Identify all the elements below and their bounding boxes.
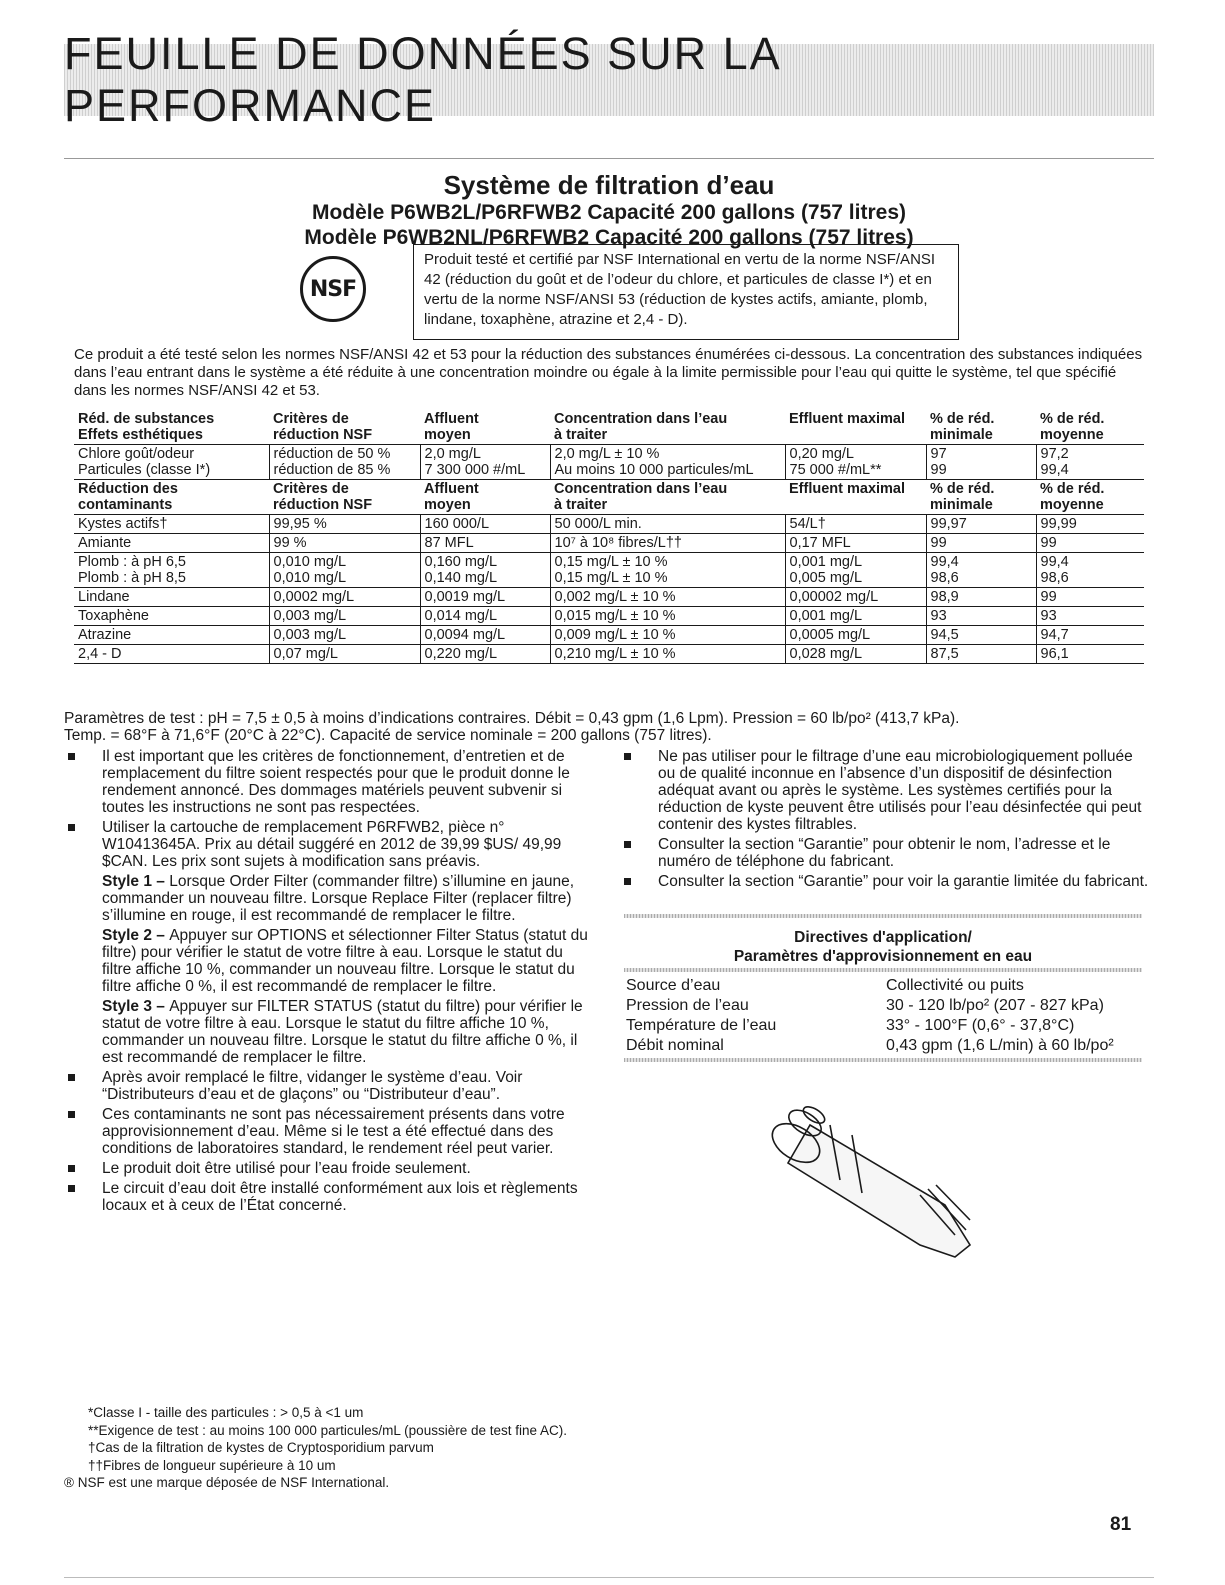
page-header-band xyxy=(64,28,1154,131)
table-cell: 0,210 mg/L ± 10 % xyxy=(550,645,785,664)
trademark-note: ® NSF est une marque déposée de NSF International. xyxy=(64,1475,390,1490)
certification-box: Produit testé et certifié par NSF International en vertu de la norme NSF/ANSI 42 (réduction du goût et de l’odeur du chlore, et particules de classe I*) et en vertu de la norme NSF/ANSI 53 (réduction de kystes actifs, amiante, plomb, lindane, toxaphène, atrazine et 2,4 - D). xyxy=(413,244,959,340)
table-header-cell: Affluent moyen xyxy=(420,410,550,445)
table-cell: 0,20 mg/L 75 000 #/mL** xyxy=(785,445,926,480)
table-cell: 99 % xyxy=(269,534,420,553)
test-parameters: Paramètres de test : pH = 7,5 ± 0,5 à moins d’indications contraires. Débit = 0,43 gpm (1,6 Lpm). Pression = 60 lb/po² (413,7 kPa). Temp. = 68°F à 71,6°F (20°C à 22°C). Capacité de service nominale = 200 gallons (757 litres). xyxy=(64,710,960,744)
table-cell: 0,028 mg/L xyxy=(785,645,926,664)
left-column xyxy=(64,748,594,1217)
table-cell: 87,5 xyxy=(926,645,1036,664)
system-title: Système de filtration d’eau xyxy=(443,170,775,200)
table-header-cell: Critères de réduction NSF xyxy=(269,480,420,515)
directives-title xyxy=(624,928,1142,966)
table-cell: 0,001 mg/L 0,005 mg/L xyxy=(785,553,926,588)
directive-row xyxy=(626,1016,1146,1036)
table-cell: 0,160 mg/L 0,140 mg/L xyxy=(420,553,550,588)
table-cell: 96,1 xyxy=(1036,645,1144,664)
table-cell: 98,9 xyxy=(926,588,1036,607)
divider xyxy=(64,158,1154,159)
directives-title-line-1: Directives d'application/ xyxy=(794,929,972,946)
footnote: *Classe I - taille des particules : > 0,5 à <1 um xyxy=(88,1405,364,1420)
table-cell: Amiante xyxy=(74,534,269,553)
table-cell: 94,7 xyxy=(1036,626,1144,645)
table-cell: 2,4 - D xyxy=(74,645,269,664)
table-header-cell: Réduction des contaminants xyxy=(74,480,269,515)
table-header-cell: Concentration dans l’eau à traiter xyxy=(550,480,785,515)
table-cell: 0,009 mg/L ± 10 % xyxy=(550,626,785,645)
table-row xyxy=(74,626,1144,645)
table-cell: 93 xyxy=(1036,607,1144,626)
table-cell: Kystes actifs† xyxy=(74,515,269,534)
right-column xyxy=(620,748,1150,893)
table-cell: 99 xyxy=(926,534,1036,553)
table-cell: 0,010 mg/L 0,010 mg/L xyxy=(269,553,420,588)
table-header-cell: Critères de réduction NSF xyxy=(269,410,420,445)
directive-row xyxy=(626,976,1146,996)
table-row xyxy=(74,553,1144,588)
footnote: **Exigence de test : au moins 100 000 particules/mL (poussière de test fine AC). xyxy=(88,1422,568,1438)
table-cell: 99,99 xyxy=(1036,515,1144,534)
table-row xyxy=(74,645,1144,664)
table-header-cell: % de réd. minimale xyxy=(926,480,1036,515)
divider xyxy=(624,914,1142,918)
table-row xyxy=(74,588,1144,607)
table-cell: 99,95 % xyxy=(269,515,420,534)
style-1-label: Style 1 – xyxy=(102,873,170,890)
table-cell: 0,001 mg/L xyxy=(785,607,926,626)
nsf-logo-icon xyxy=(300,256,366,322)
page-number: 81 xyxy=(1110,1514,1132,1535)
table-cell: 97 99 xyxy=(926,445,1036,480)
directive-value: 33° - 100°F (0,6° - 37,8°C) xyxy=(886,1017,1075,1034)
divider xyxy=(64,1577,1154,1578)
bullet-item: Le produit doit être utilisé pour l’eau froide seulement. xyxy=(64,1160,594,1177)
directive-key: Source d’eau xyxy=(626,977,721,994)
table-header-cell: Réd. de substances Effets esthétiques xyxy=(74,410,269,445)
table-header-cell: % de réd. minimale xyxy=(926,410,1036,445)
table-cell: 0,07 mg/L xyxy=(269,645,420,664)
model-line-1: Modèle P6WB2L/P6RFWB2 Capacité 200 gallons (757 litres) xyxy=(311,201,906,224)
bullet-item: Consulter la section “Garantie” pour obtenir le nom, l’adresse et le numéro de téléphone du fabricant. xyxy=(620,836,1150,870)
bullet-item: Il est important que les critères de fonctionnement, d’entretien et de remplacement du filtre soient respectés pour que le produit donne le rendement annoncé. Des dommages matériels peuvent subvenir si toutes les instructions ne sont pas respectées. xyxy=(64,748,594,816)
table-cell: 50 000/L min. xyxy=(550,515,785,534)
system-titles xyxy=(64,170,1154,250)
directive-key: Pression de l’eau xyxy=(626,997,749,1014)
table-cell: 0,15 mg/L ± 10 % 0,15 mg/L ± 10 % xyxy=(550,553,785,588)
directives-table xyxy=(626,976,1146,1056)
table-cell: 0,0002 mg/L xyxy=(269,588,420,607)
table-cell: 87 MFL xyxy=(420,534,550,553)
intro-paragraph: Ce produit a été testé selon les normes NSF/ANSI 42 et 53 pour la réduction des substances énumérées ci-dessous. La concentration des substances indiquées dans l’eau entrant dans le système a été réduite à une concentration moindre ou égale à la limite permissible pour l’eau qui quitte le système, tel que spécifié dans les normes NSF/ANSI 42 et 53. xyxy=(74,346,1143,399)
directive-value: Collectivité ou puits xyxy=(886,977,1024,994)
table-cell: Toxaphène xyxy=(74,607,269,626)
table-cell: 0,00002 mg/L xyxy=(785,588,926,607)
table-header-cell: Affluent moyen xyxy=(420,480,550,515)
table-header-cell: Effluent maximal xyxy=(785,480,926,515)
table-cell: Lindane xyxy=(74,588,269,607)
table-cell: 160 000/L xyxy=(420,515,550,534)
bullet-item: Consulter la section “Garantie” pour voir la garantie limitée du fabricant. xyxy=(620,873,1150,890)
table-cell: 0,002 mg/L ± 10 % xyxy=(550,588,785,607)
table-cell: 0,220 mg/L xyxy=(420,645,550,664)
table-row xyxy=(74,607,1144,626)
divider xyxy=(624,968,1142,972)
style-3-text xyxy=(64,998,594,1066)
table-cell: 54/L† xyxy=(785,515,926,534)
nsf-logo-text: NSF xyxy=(309,276,357,302)
directive-key: Température de l’eau xyxy=(626,1017,777,1034)
table-cell: 2,0 mg/L ± 10 % Au moins 10 000 particules/mL xyxy=(550,445,785,480)
model-line-2: Modèle P6WB2NL/P6RFWB2 Capacité 200 gallons (757 litres) xyxy=(304,226,914,249)
style-2-text xyxy=(64,927,594,995)
directive-value: 30 - 120 lb/po² (207 - 827 kPa) xyxy=(886,997,1104,1014)
table-header-row xyxy=(74,480,1144,515)
directives-title-line-2: Paramètres d'approvisionnement en eau xyxy=(733,948,1033,965)
footnotes xyxy=(64,1404,888,1492)
style-2-body: Appuyer sur OPTIONS et sélectionner Filter Status (statut du filtre) pour vérifier le statut de votre filtre à eau. Lorsque le statut du filtre affiche 10 %, commander un nouveau filtre. Lorsque le statut du filtre affiche 0 %, il est recommandé de remplacer le filtre. xyxy=(102,927,588,995)
table-cell: 10⁷ à 10⁸ fibres/L†† xyxy=(550,534,785,553)
bullet-item: Le circuit d’eau doit être installé conformément aux lois et règlements locaux et à ceux de l’État concerné. xyxy=(64,1180,594,1214)
directive-row xyxy=(626,996,1146,1016)
table-cell: 99,4 98,6 xyxy=(926,553,1036,588)
performance-table xyxy=(74,410,1144,664)
table-cell: Atrazine xyxy=(74,626,269,645)
table-cell: 0,0005 mg/L xyxy=(785,626,926,645)
table-header-cell: Concentration dans l’eau à traiter xyxy=(550,410,785,445)
table-row xyxy=(74,515,1144,534)
directive-value: 0,43 gpm (1,6 L/min) à 60 lb/po² xyxy=(886,1037,1114,1054)
directive-row xyxy=(626,1036,1146,1056)
table-cell: 0,17 MFL xyxy=(785,534,926,553)
style-1-body: Lorsque Order Filter (commander filtre) s’illumine en jaune, commander un nouveau filtre. Lorsque Replace Filter (replacer filtre) s’illumine en rouge, il est recommandé de remplacer le filtre. xyxy=(102,873,575,924)
footnote: ††Fibres de longueur supérieure à 10 um xyxy=(88,1457,336,1473)
table-cell: Chlore goût/odeur Particules (classe I*) xyxy=(74,445,269,480)
bullet-item: Utiliser la cartouche de remplacement P6RFWB2, pièce n° W10413645A. Prix au détail suggéré en 2012 de 39,99 $US/ 49,99 $CAN. Les prix sont sujets à modification sans préavis. xyxy=(64,819,594,870)
bullet-item: Après avoir remplacé le filtre, vidanger le système d’eau. Voir “Distributeurs d’eau et de glaçons” ou “Distributeur d’eau”. xyxy=(64,1069,594,1103)
style-3-body: Appuyer sur FILTER STATUS (statut du filtre) pour vérifier le statut de votre filtre à eau. Lorsque le statut du filtre affiche 10 %, commander un nouveau filtre. Lorsque le statut du filtre affiche 0 %, il est recommandé de remplacer le filtre. xyxy=(102,998,583,1066)
table-cell: 99,97 xyxy=(926,515,1036,534)
bullet-item: Ces contaminants ne sont pas nécessairement présents dans votre approvisionnement d’eau. Même si le test a été effectué dans des conditions de laboratoires standard, le rendement réel peut varier. xyxy=(64,1106,594,1157)
table-header-cell: Effluent maximal xyxy=(785,410,926,445)
table-cell: 94,5 xyxy=(926,626,1036,645)
style-1-text xyxy=(64,873,594,924)
filter-cartridge-icon xyxy=(770,1085,1000,1260)
page-title: FEUILLE DE DONNÉES SUR LA PERFORMANCE xyxy=(64,28,780,131)
table-header-row xyxy=(74,410,1144,445)
divider xyxy=(624,1058,1142,1062)
bullet-item: Ne pas utiliser pour le filtrage d’une eau microbiologiquement polluée ou de qualité inconnue en l’absence d’un dispositif de désinfection adéquat avant ou après le système. Les systèmes certifiés pour la réduction de kyste peuvent être utilisés pour l’eau désinfectée qui peut contenir des kystes filtrables. xyxy=(620,748,1150,833)
style-2-label: Style 2 – xyxy=(102,927,170,944)
table-cell: Plomb : à pH 6,5 Plomb : à pH 8,5 xyxy=(74,553,269,588)
table-cell: réduction de 50 % réduction de 85 % xyxy=(269,445,420,480)
table-cell: 0,0019 mg/L xyxy=(420,588,550,607)
table-cell: 99,4 98,6 xyxy=(1036,553,1144,588)
directive-key: Débit nominal xyxy=(626,1037,724,1054)
table-cell: 93 xyxy=(926,607,1036,626)
footnote: †Cas de la filtration de kystes de Cryptosporidium parvum xyxy=(88,1440,434,1455)
table-cell: 0,0094 mg/L xyxy=(420,626,550,645)
table-cell: 99 xyxy=(1036,588,1144,607)
table-cell: 0,015 mg/L ± 10 % xyxy=(550,607,785,626)
table-row xyxy=(74,534,1144,553)
table-row xyxy=(74,445,1144,480)
table-header-cell: % de réd. moyenne xyxy=(1036,480,1144,515)
table-cell: 2,0 mg/L 7 300 000 #/mL xyxy=(420,445,550,480)
table-cell: 97,2 99,4 xyxy=(1036,445,1144,480)
table-cell: 99 xyxy=(1036,534,1144,553)
style-3-label: Style 3 – xyxy=(102,998,170,1015)
table-cell: 0,003 mg/L xyxy=(269,607,420,626)
table-cell: 0,003 mg/L xyxy=(269,626,420,645)
table-cell: 0,014 mg/L xyxy=(420,607,550,626)
table-header-cell: % de réd. moyenne xyxy=(1036,410,1144,445)
